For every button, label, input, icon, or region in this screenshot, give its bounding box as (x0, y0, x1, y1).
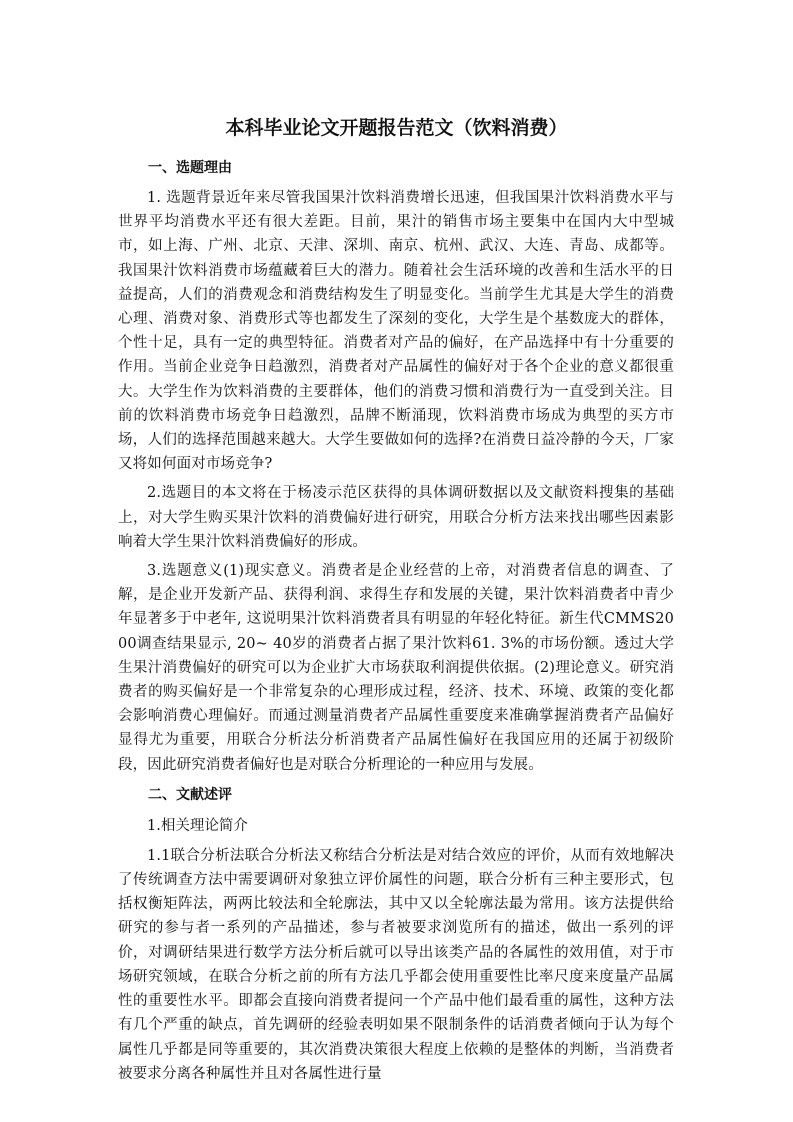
section-heading-reasons: 一、选题理由 (148, 160, 232, 176)
document-title: 本科毕业论文开题报告范文（饮料消费） (225, 117, 568, 139)
paragraph-conjoint-analysis: 1.1联合分析法联合分析法又称结合分析法是对结合效应的评价，从而有效地解决了传统调查方法中需要调研对象独立评价属性的问题，联合分析有三种主要形式，包括权衡矩阵法，两两比较法和全轮廓法，其中又以全轮廓法最为常用。该方法提供给研究的参与者一系列的产品描述，参与者被要求浏览所有的描述，做出一系列的评价，对调研结果进行数学方法分析后就可以导出该类产品的各属性的效用值，对于市场研究领域，在联合分析之前的所有方法几乎都会使用重要性比率尺度来度量产品属性的重要性水平。即都会直接向消费者提问一个产品中他们最看重的属性，这种方法有几个严重的缺点，首先调研的经验表明如果不限制条件的话消费者倾向于认为每个属性几乎都是同等重要的，其次消费决策很大程度上依赖的是整体的判断，当消费者被要求分离各种属性并且对各属性进行量 (118, 847, 674, 1082)
subheading-theory: 1.相关理论简介 (147, 817, 248, 834)
section-heading-literature: 二、文献述评 (148, 786, 232, 803)
paragraph-purpose: 2.选题目的本文将在于杨凌示范区获得的具体调研数据以及文献资料搜集的基础上，对大学生购买果汁饮料的消费偏好进行研究，用联合分析方法来找出哪些因素影响着大学生果汁饮料消费偏好的形成。 (118, 485, 674, 550)
document-body (118, 155, 674, 1091)
paragraph-significance: 3.选题意义(1)现实意义。消费者是企业经营的上帝，对消费者信息的调查、了解，是企业开发新产品、获得利润、求得生存和发展的关键，果汁饮料消费者中青少年显著多于中老年, 这说明果汁饮料消费者具有明显的年轻化特征。新生代CMMS2000调查结果显示, 20~ 40岁的消费者占据了果汁饮料61. 3%的市场份额。透过大学生果汁消费偏好的研究可以为企业扩大市场获取利润提供依据。(2)理论意义。研究消费者的购买偏好是一个非常复杂的心理形成过程，经济、技术、环境、政策的变化都会影响消费心理偏好。而通过测量消费者产品属性重要度来准确掌握消费者产品偏好显得尤为重要，用联合分析法分析消费者产品属性偏好在我国应用的还属于初级阶段，因此研究消费者偏好也是对联合分析理论的一种应用与发展。 (118, 563, 674, 773)
paragraph-background: 1. 选题背景近年来尽管我国果汁饮料消费增长迅速，但我国果汁饮料消费水平与世界平均消费水平还有很大差距。目前，果汁的销售市场主要集中在国内大中型城市，如上海、广州、北京、天津、深圳、南京、杭州、武汉、大连、青岛、成都等。我国果汁饮料消费市场蕴藏着巨大的潜力。随着社会生活环境的改善和生活水平的日益提高，人们的消费观念和消费结构发生了明显变化。当前学生尤其是大学生的消费心理、消费对象、消费形式等也都发生了深刻的变化，大学生是个基数庞大的群体，个性十足，具有一定的典型特征。消费者对产品的偏好，在产品选择中有十分重要的作用。当前企业竞争日趋激烈，消费者对产品属性的偏好对于各个企业的意义都很重大。大学生作为饮料消费的主要群体，他们的消费习惯和消费行为一直受到关注。目前的饮料消费市场竞争日趋激烈，品牌不断涌现，饮料消费市场成为典型的买方市场，人们的选择范围越来越大。大学生要做如何的选择?在消费日益冷静的今天，厂家又将如何面对市场竞争? (118, 190, 674, 473)
